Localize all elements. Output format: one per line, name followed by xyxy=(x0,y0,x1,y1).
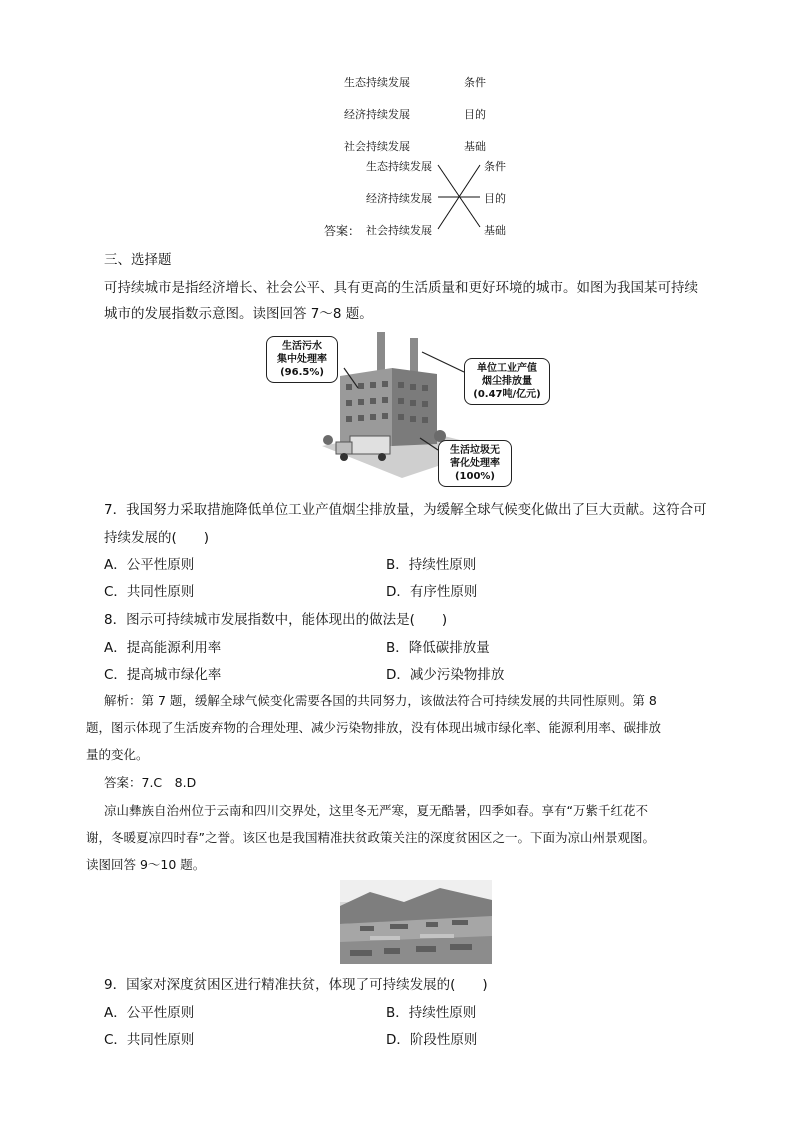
intro-1-line-2: 城市的发展指数示意图。读图回答 7～8 题。 xyxy=(104,306,373,322)
q7-option-a[interactable]: A．公平性原则 xyxy=(104,557,195,573)
q8-option-b[interactable]: B．降低碳排放量 xyxy=(386,640,490,656)
q7-option-d[interactable]: D．有序性原则 xyxy=(386,584,478,600)
q9-line-1: 9．国家对深度贫困区进行精准扶贫，体现了可持续发展的( ) xyxy=(104,977,488,993)
intro-1-line-1: 可持续城市是指经济增长、社会公平、具有更高的生活质量和更好环境的城市。如图为我国某可持续 xyxy=(104,280,698,296)
matching-left-item: 社会持续发展 xyxy=(366,224,432,237)
q8-option-a[interactable]: A．提高能源利用率 xyxy=(104,640,222,656)
callout-text: (96.5%) xyxy=(280,367,324,378)
matching-right-item: 基础 xyxy=(484,224,506,237)
matching-right-item: 基础 xyxy=(464,140,486,153)
matching-right-item: 目的 xyxy=(464,108,486,121)
q8-option-d[interactable]: D．减少污染物排放 xyxy=(386,667,505,683)
callout-text: 单位工业产值 xyxy=(477,363,537,374)
analysis-line-2: 题，图示体现了生活废弃物的合理处理、减少污染物排放，没有体现出城市绿化率、能源利用率、碳排放 xyxy=(86,720,662,735)
q7-option-b[interactable]: B．持续性原则 xyxy=(386,557,477,573)
matching-right-item: 条件 xyxy=(484,160,506,173)
matching-left-item: 经济持续发展 xyxy=(366,192,432,205)
matching-right-item: 目的 xyxy=(484,192,506,205)
callout-sewage xyxy=(266,336,338,383)
analysis-line-3: 量的变化。 xyxy=(86,747,149,762)
q9-option-a[interactable]: A．公平性原则 xyxy=(104,1005,195,1021)
matching-right-item: 条件 xyxy=(464,76,486,89)
q9-option-b[interactable]: B．持续性原则 xyxy=(386,1005,477,1021)
city-figure xyxy=(262,328,552,486)
callout-text: (100%) xyxy=(454,471,496,482)
callout-text: 烟尘排放量 xyxy=(482,376,532,387)
section-heading: 三、选择题 xyxy=(104,252,172,268)
q8-option-c[interactable]: C．提高城市绿化率 xyxy=(104,667,222,683)
callout-dust xyxy=(464,358,550,405)
matching-left-item: 经济持续发展 xyxy=(344,108,410,121)
callout-text: 生活污水 xyxy=(282,341,322,352)
q7-line-1: 7．我国努力采取措施降低单位工业产值烟尘排放量，为缓解全球气候变化做出了巨大贡献。这符合可 xyxy=(104,502,707,518)
landscape-illustration xyxy=(340,880,492,964)
matching-left-item: 社会持续发展 xyxy=(344,140,410,153)
q7-line-2: 持续发展的( ) xyxy=(104,530,210,546)
answer-7-8: 答案：7.C 8.D xyxy=(104,775,197,790)
matching-left-item: 生态持续发展 xyxy=(366,160,432,173)
matching-left-item: 生态持续发展 xyxy=(344,76,410,89)
intro-2-line-1: 凉山彝族自治州位于云南和四川交界处，这里冬无严寒，夏无酷暑，四季如春。享有“万紫千红花不 xyxy=(104,803,648,818)
analysis-line-1: 解析：第 7 题，缓解全球气候变化需要各国的共同努力，该做法符合可持续发展的共同性原则。第 8 xyxy=(104,693,657,708)
callout-text: 生活垃圾无 xyxy=(450,445,500,456)
matching-lines xyxy=(0,0,794,260)
q8-line-1: 8．图示可持续城市发展指数中，能体现出的做法是( ) xyxy=(104,612,448,628)
callout-text: 集中处理率 xyxy=(277,354,327,365)
q7-option-c[interactable]: C．共同性原则 xyxy=(104,584,195,600)
intro-2-line-3: 读图回答 9～10 题。 xyxy=(86,857,206,872)
callout-text: 害化处理率 xyxy=(450,458,500,469)
callout-text: (0.47吨/亿元) xyxy=(473,389,541,400)
intro-2-line-2: 谢，冬暖夏凉四时春”之誉。该区也是我国精准扶贫政策关注的深度贫困区之一。下面为凉山州景观图。 xyxy=(86,830,655,845)
liangshan-landscape-photo xyxy=(340,880,492,964)
answer-prefix: 答案： xyxy=(324,224,361,238)
q9-option-d[interactable]: D．阶段性原则 xyxy=(386,1032,478,1048)
callout-garbage xyxy=(438,440,512,487)
q9-option-c[interactable]: C．共同性原则 xyxy=(104,1032,195,1048)
